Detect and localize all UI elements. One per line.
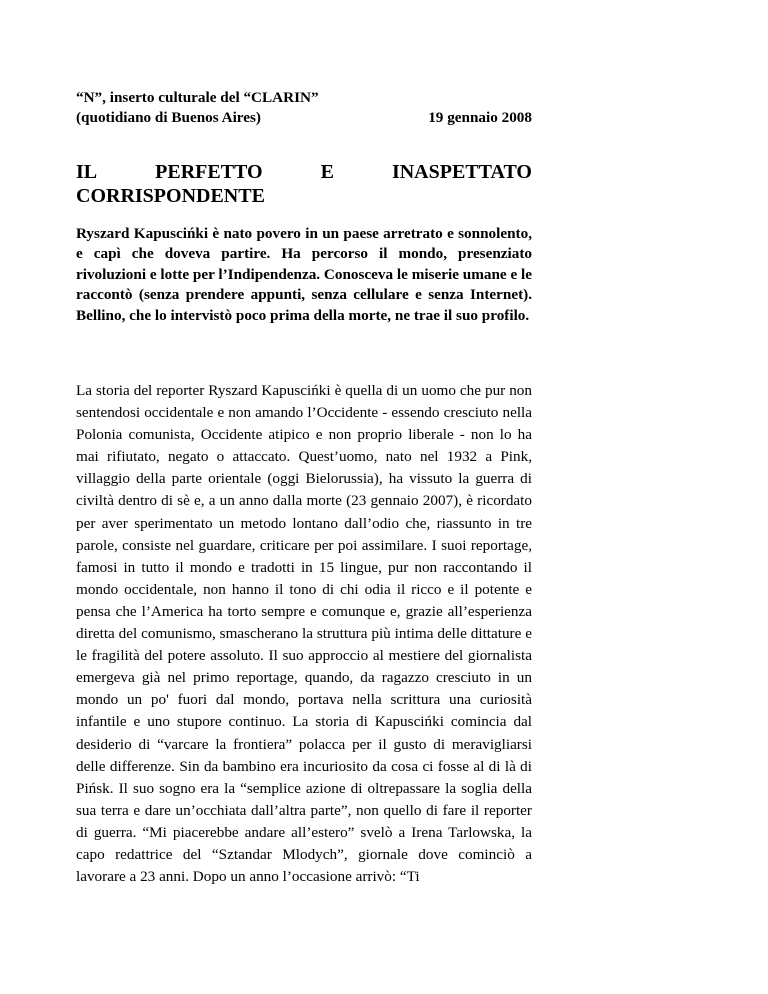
title-row-1 <box>76 160 532 184</box>
document-page <box>76 0 532 994</box>
article-title <box>76 160 532 208</box>
article-header <box>76 88 532 128</box>
title-word: INASPETTATO <box>391 161 532 183</box>
article-lead: Ryszard Kapuscińki è nato povero in un paese arretrato e sonnolento, e capì che doveva partire. Ha percorso il mondo, presenziato rivoluzioni e lotte per l’Indipendenza. Conosceva le miserie umane e le raccontò (senza prendere appunti, senza cellulare e senza Internet). Bellino, che lo intervistò poco prima della morte, ne trae il suo profilo. <box>76 225 532 324</box>
publication-date: 19 gennaio 2008 <box>428 109 532 126</box>
title-word: E <box>320 161 334 183</box>
title-row-2 <box>76 184 532 208</box>
title-word: CORRISPONDENTE <box>76 185 265 207</box>
publication-subline: (quotidiano di Buenos Aires) <box>76 109 261 126</box>
title-word: IL <box>76 161 98 183</box>
article-body: La storia del reporter Ryszard Kapuscińki è quella di un uomo che pur non sentendosi occidentale e non amando l’Occidente - essendo cresciuto nella Polonia comunista, Occidente atipico e non proprio liberale - non lo ha mai rifiutato, negato o attaccato. Quest’uomo, nato nel 1932 a Pink, villaggio della parte orientale (oggi Bielorussia), ha vissuto la guerra di civiltà dentro di sè e, a un anno dalla morte (23 gennaio 2007), è ricordato per aver sperimentato un metodo lontano dall’odio che, riassunto in tre parole, consiste nel guardare, criticare per poi assimilare. I suoi reportage, famosi in tutto il mondo e tradotti in 15 lingue, pur non raccontando il mondo occidentale, non hanno il tono di chi odia il ricco e il potente e pensa che l’America ha torto sempre e comunque e, grazie all’esperienza diretta del comunismo, smascherano la struttura più intima delle dittature e le fragilità del potere assoluto. Il suo approccio al mestiere del giornalista emergeva già nel primo reportage, quando, da ragazzo cresciuto in un mondo un po' fuori dal mondo, portava nella scrittura una curiosità infantile e uno stupore continuo. La storia di Kapuscińki comincia dal desiderio di “varcare la frontiera” polacca per il gusto di meravigliarsi delle differenze. Sin da bambino era incuriosito da cosa ci fosse al di là di Pińsk. Il suo sogno era la “semplice azione di oltrepassare la soglia della sua terra e dare un’occhiata dall’altra parte”, non quello di fare il reporter di guerra. “Mi piacerebbe andare all’estero” svelò a Irena Tarlowska, la capo redattrice del “Sztandar Mlodych”, giornale dove cominciò a lavorare a 23 anni. Dopo un anno l’occasione arrivò: “Ti <box>76 382 532 886</box>
title-word: PERFETTO <box>155 161 263 183</box>
publication-line: “N”, inserto culturale del “CLARIN” <box>76 89 319 106</box>
